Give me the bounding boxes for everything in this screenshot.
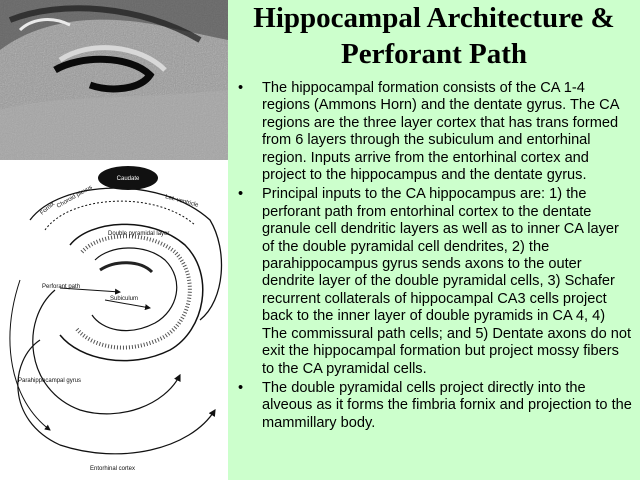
title-line-2: Perforant Path — [340, 38, 528, 70]
hippocampus-micrograph — [0, 0, 228, 160]
slide-title — [228, 0, 640, 72]
bullet-text: Principal inputs to the CA hippocampus are: 1) the perforant path from entorhinal cortex to the dentate granule cell dendritic layers as well as to inner CA layer of the double pyramidal cell dendrites, 2) the parahippocampus gyrus sends axons to the outer dendrite layer of the double pyramidal cells, 3) Schafer recurrent collaterals of hippocampal CA3 cells project back to the inner layer of double pyramids in CA 4, 4) The commissural path cells; and 5) Dentate axons do not exit the hippocampal formation but project mossy fibers to the CA pyramidal cells. — [262, 186, 632, 377]
entorhinal-label: Entorhinal cortex — [90, 466, 136, 472]
bullet-marker: • — [238, 379, 244, 396]
perforant-label: Perforant path — [42, 284, 81, 290]
bullet-text: The double pyramidal cells project directly into the alveous as it forms the fimbria fornix and projection to the mammillary body. — [262, 379, 632, 431]
bullet-marker: • — [238, 186, 244, 203]
bullet-item — [234, 186, 634, 377]
bullet-text: The hippocampal formation consists of the CA 1-4 regions (Ammons Horn) and the dentate gyrus. The CA regions are the three layer cortex that has trans formed from 6 layers through the subiculum and entorhinal region. Inputs arrive from the entorhinal cortex and project to the hippocampus and the dentate gyrus. — [262, 80, 619, 184]
title-line-1: Hippocampal Architecture & — [253, 2, 615, 34]
caudate-label: Caudate — [116, 176, 140, 182]
subiculum-label: Subiculum — [110, 296, 139, 302]
parahippocampal-label: Parahippocampal gyrus — [18, 378, 82, 384]
fornix-label: Fornix — [39, 201, 57, 217]
double-pyramid-label: Double pyramidal layer — [108, 231, 170, 237]
ventricle-label: Lat. ventricle — [164, 194, 199, 209]
bullet-item — [234, 80, 634, 184]
bullet-marker: • — [238, 80, 244, 96]
bullet-item — [234, 380, 634, 432]
micrograph-image — [0, 0, 228, 160]
perforant-path-diagram — [0, 160, 228, 480]
choroid-label: Choroid plexus — [56, 184, 94, 210]
bullet-list — [234, 80, 634, 434]
diagram-drawing — [0, 160, 228, 480]
